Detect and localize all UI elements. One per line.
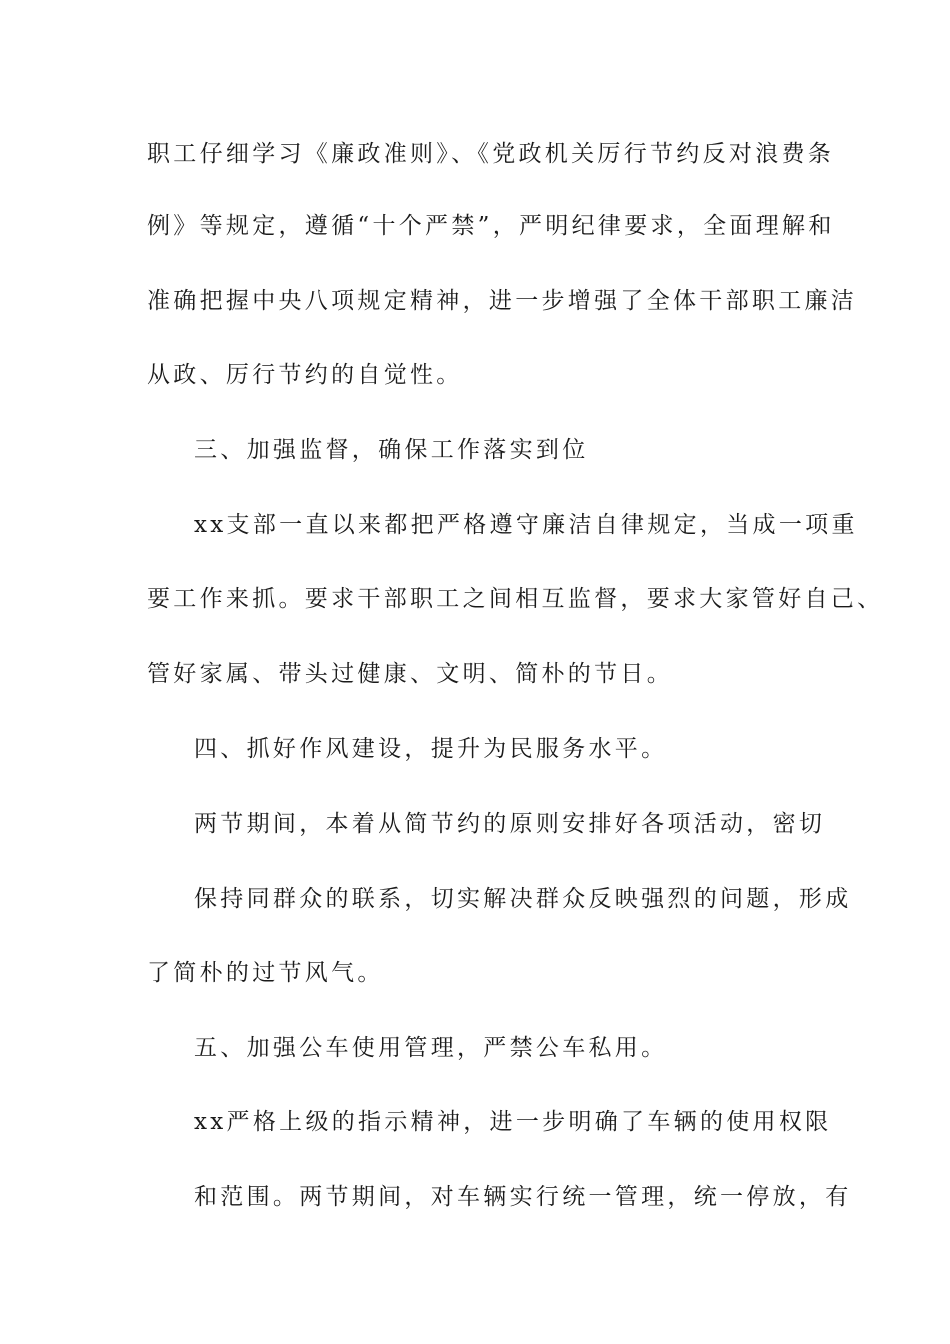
body-text-line: 保持同群众的联系，切实解决群众反映强烈的问题，形成 [194,886,852,912]
section-heading-4: 四、抓好作风建设，提升为民服务水平。 [194,736,668,762]
body-text-line: 例》等规定，遵循“十个严禁”，严明纪律要求，全面理解和 [147,213,835,239]
body-text-line: 职工仔细学习《廉政准则》、《党政机关厉行节约反对浪费条 [147,141,835,167]
body-text-line: xx严格上级的指示精神，进一步明确了车辆的使用权限 [194,1109,832,1135]
body-text-line: 两节期间，本着从简节约的原则安排好各项活动，密切 [194,811,826,837]
body-text-line: 了简朴的过节风气。 [147,960,384,986]
body-text-line: 从政、厉行节约的自觉性。 [147,362,463,388]
section-heading-3: 三、加强监督，确保工作落实到位 [194,437,589,463]
body-text-line: 管好家属、带头过健康、文明、简朴的节日。 [147,661,673,687]
section-heading-5: 五、加强公车使用管理，严禁公车私用。 [194,1035,668,1061]
body-text-line: xx支部一直以来都把严格遵守廉洁自律规定，当成一项重 [194,512,858,538]
body-text-line: 准确把握中央八项规定精神，进一步增强了全体干部职工廉洁 [147,288,858,314]
body-text-line: 和范围。两节期间，对车辆实行统一管理，统一停放，有 [194,1184,852,1210]
body-text-line: 要工作来抓。要求干部职工之间相互监督，要求大家管好自己、 [147,586,884,612]
